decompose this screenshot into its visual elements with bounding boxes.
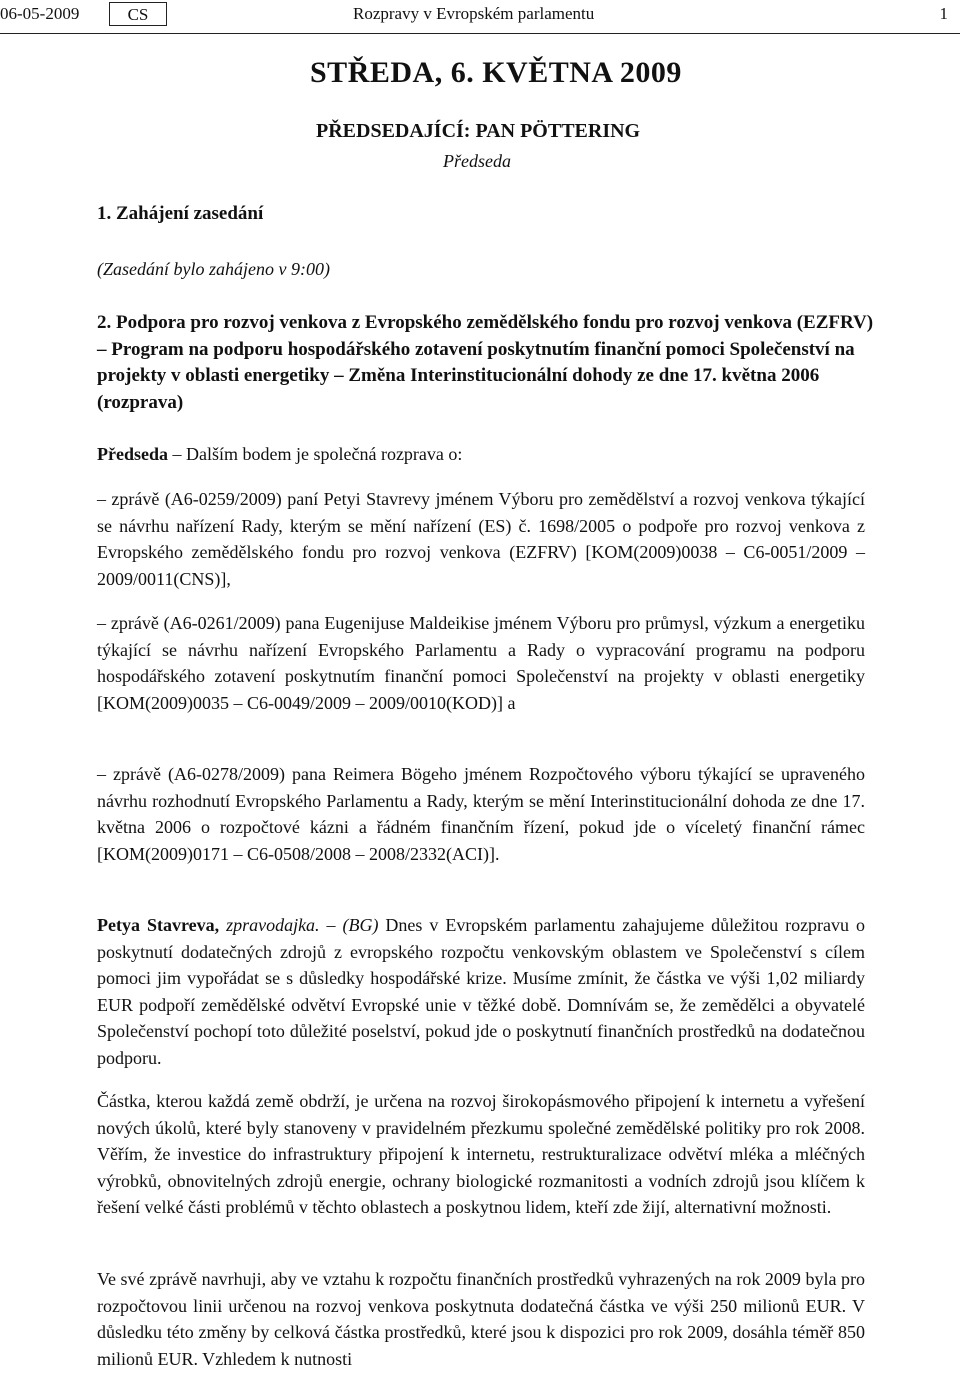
speech-text: Dnes v Evropském parlamentu zahajujeme důležitou rozpravu o poskytnutí dodatečných zdrojů z evropského rozpočtu venkovským oblastem ve Společenství s cílem pomoci jim vypořádat se s důsledky hospodářské krize. Musíme zmínit, že částka ve výši 1,02 miliardy EUR podpoří zemědělské odvětví Evropské unie v těžké době. Domnívám se, že zemědělci a obyvatelé Společenství pochopí toto důležité poselství, pokud jde o poskytnutí finančních prostředků na dodatečnou podporu. [97, 915, 865, 1068]
agenda-item-1-title: 1. Zahájení zasedání [97, 203, 264, 224]
sitting-day-title: STŘEDA, 6. KVĚTNA 2009 [310, 56, 682, 89]
speaker-role: zpravodajka. [219, 915, 320, 935]
agenda-item-2-title: 2. Podpora pro rozvoj venkova z Evropského zemědělského fondu pro rozvoj venkova (EZFRV) – Program na podporu hospodářského zotavení poskytnutím finanční pomoci Společenství na projekty v oblasti energetiky – Změna Interinstitucionální dohody ze dne 17. května 2006 (rozprava) [97, 312, 874, 413]
speaker-name: Předseda [97, 444, 168, 464]
report-item: – zprávě (A6-0259/2009) paní Petyi Stavrevy jménem Výboru pro zemědělství a rozvoj venkova týkající se návrhu nařízení Rady, kterým se mění nařízení (ES) č. 1698/2005 o podpoře pro rozvoj venkova z Evropského zemědělského fondu pro rozvoj venkova (EZFRV) [KOM(2009)0038 – C6-0051/2009 – 2009/0011(CNS)], [97, 489, 865, 589]
intro-text: – Dalším bodem je společná rozprava o: [168, 444, 463, 464]
page-number: 1 [939, 4, 948, 23]
page-header [0, 0, 960, 32]
president-intro [97, 441, 865, 468]
header-date: 06-05-2009 [0, 4, 80, 23]
chair-heading: PŘEDSEDAJÍCÍ: PAN PÖTTERING [316, 120, 641, 142]
speech-language-tag: – (BG) [319, 915, 379, 935]
agenda-item-1-note: (Zasedání bylo zahájeno v 9:00) [97, 259, 330, 279]
speech-paragraph: Částka, kterou každá země obdrží, je určena na rozvoj širokopásmového připojení k internetu a vyřešení nových úkolů, které byly stanoveny v pravidelném přezkumu společné zemědělské politiky pro rok 2008. Věřím, že investice do infrastruktury připojení k internetu, restrukturalizace odvětví mléka a mléčných výrobků, obnovitelných zdrojů energie, ochrany biologické rozmanitosti a vodních zdrojů jsou klíčem k řešení velké části problémů v těchto oblastech a poskytnou lidem, kteří zde žijí, alternativní možnosti. [97, 1091, 865, 1218]
speech-paragraph: Ve své zprávě navrhuji, aby ve vztahu k rozpočtu finančních prostředků vyhrazených na rok 2009 byla pro rozpočtovou linii určenou na rozvoj venkova poskytnuta dodatečná částka ve výši 250 milionů EUR. V důsledku této změny by celková částka prostředků, které jsou k dispozici pro rok 2009, dosáhla téměř 850 milionů EUR. Vzhledem k nutnosti [97, 1269, 865, 1369]
language-code-badge: CS [109, 2, 167, 26]
chair-role: Předseda [443, 151, 511, 171]
report-item: – zprávě (A6-0261/2009) pana Eugenijuse Maldeikise jménem Výboru pro průmysl, výzkum a energetiku týkající se návrhu nařízení Evropského Parlamentu a Rady o vypracování programu na podporu hospodářského zotavení poskytnutím finanční pomoci Společenství na projekty v oblasti energetiky [KOM(2009)0035 – C6-0049/2009 – 2009/0010(KOD)] a [97, 613, 865, 713]
header-rule [0, 33, 960, 34]
speech-paragraph [97, 912, 865, 1072]
publication-title: Rozpravy v Evropském parlamentu [353, 4, 595, 23]
speaker-name: Petya Stavreva, [97, 915, 220, 935]
report-item: – zprávě (A6-0278/2009) pana Reimera Bögeho jménem Rozpočtového výboru týkající se upraveného návrhu rozhodnutí Evropského Parlamentu a Rady, kterým se mění Interinstitucionální dohoda ze dne 17. května 2006 o rozpočtové kázni a řádném finančním řízení, pokud jde o víceletý finanční rámec [KOM(2009)0171 – C6-0508/2008 – 2008/2332(ACI)]. [97, 764, 865, 864]
